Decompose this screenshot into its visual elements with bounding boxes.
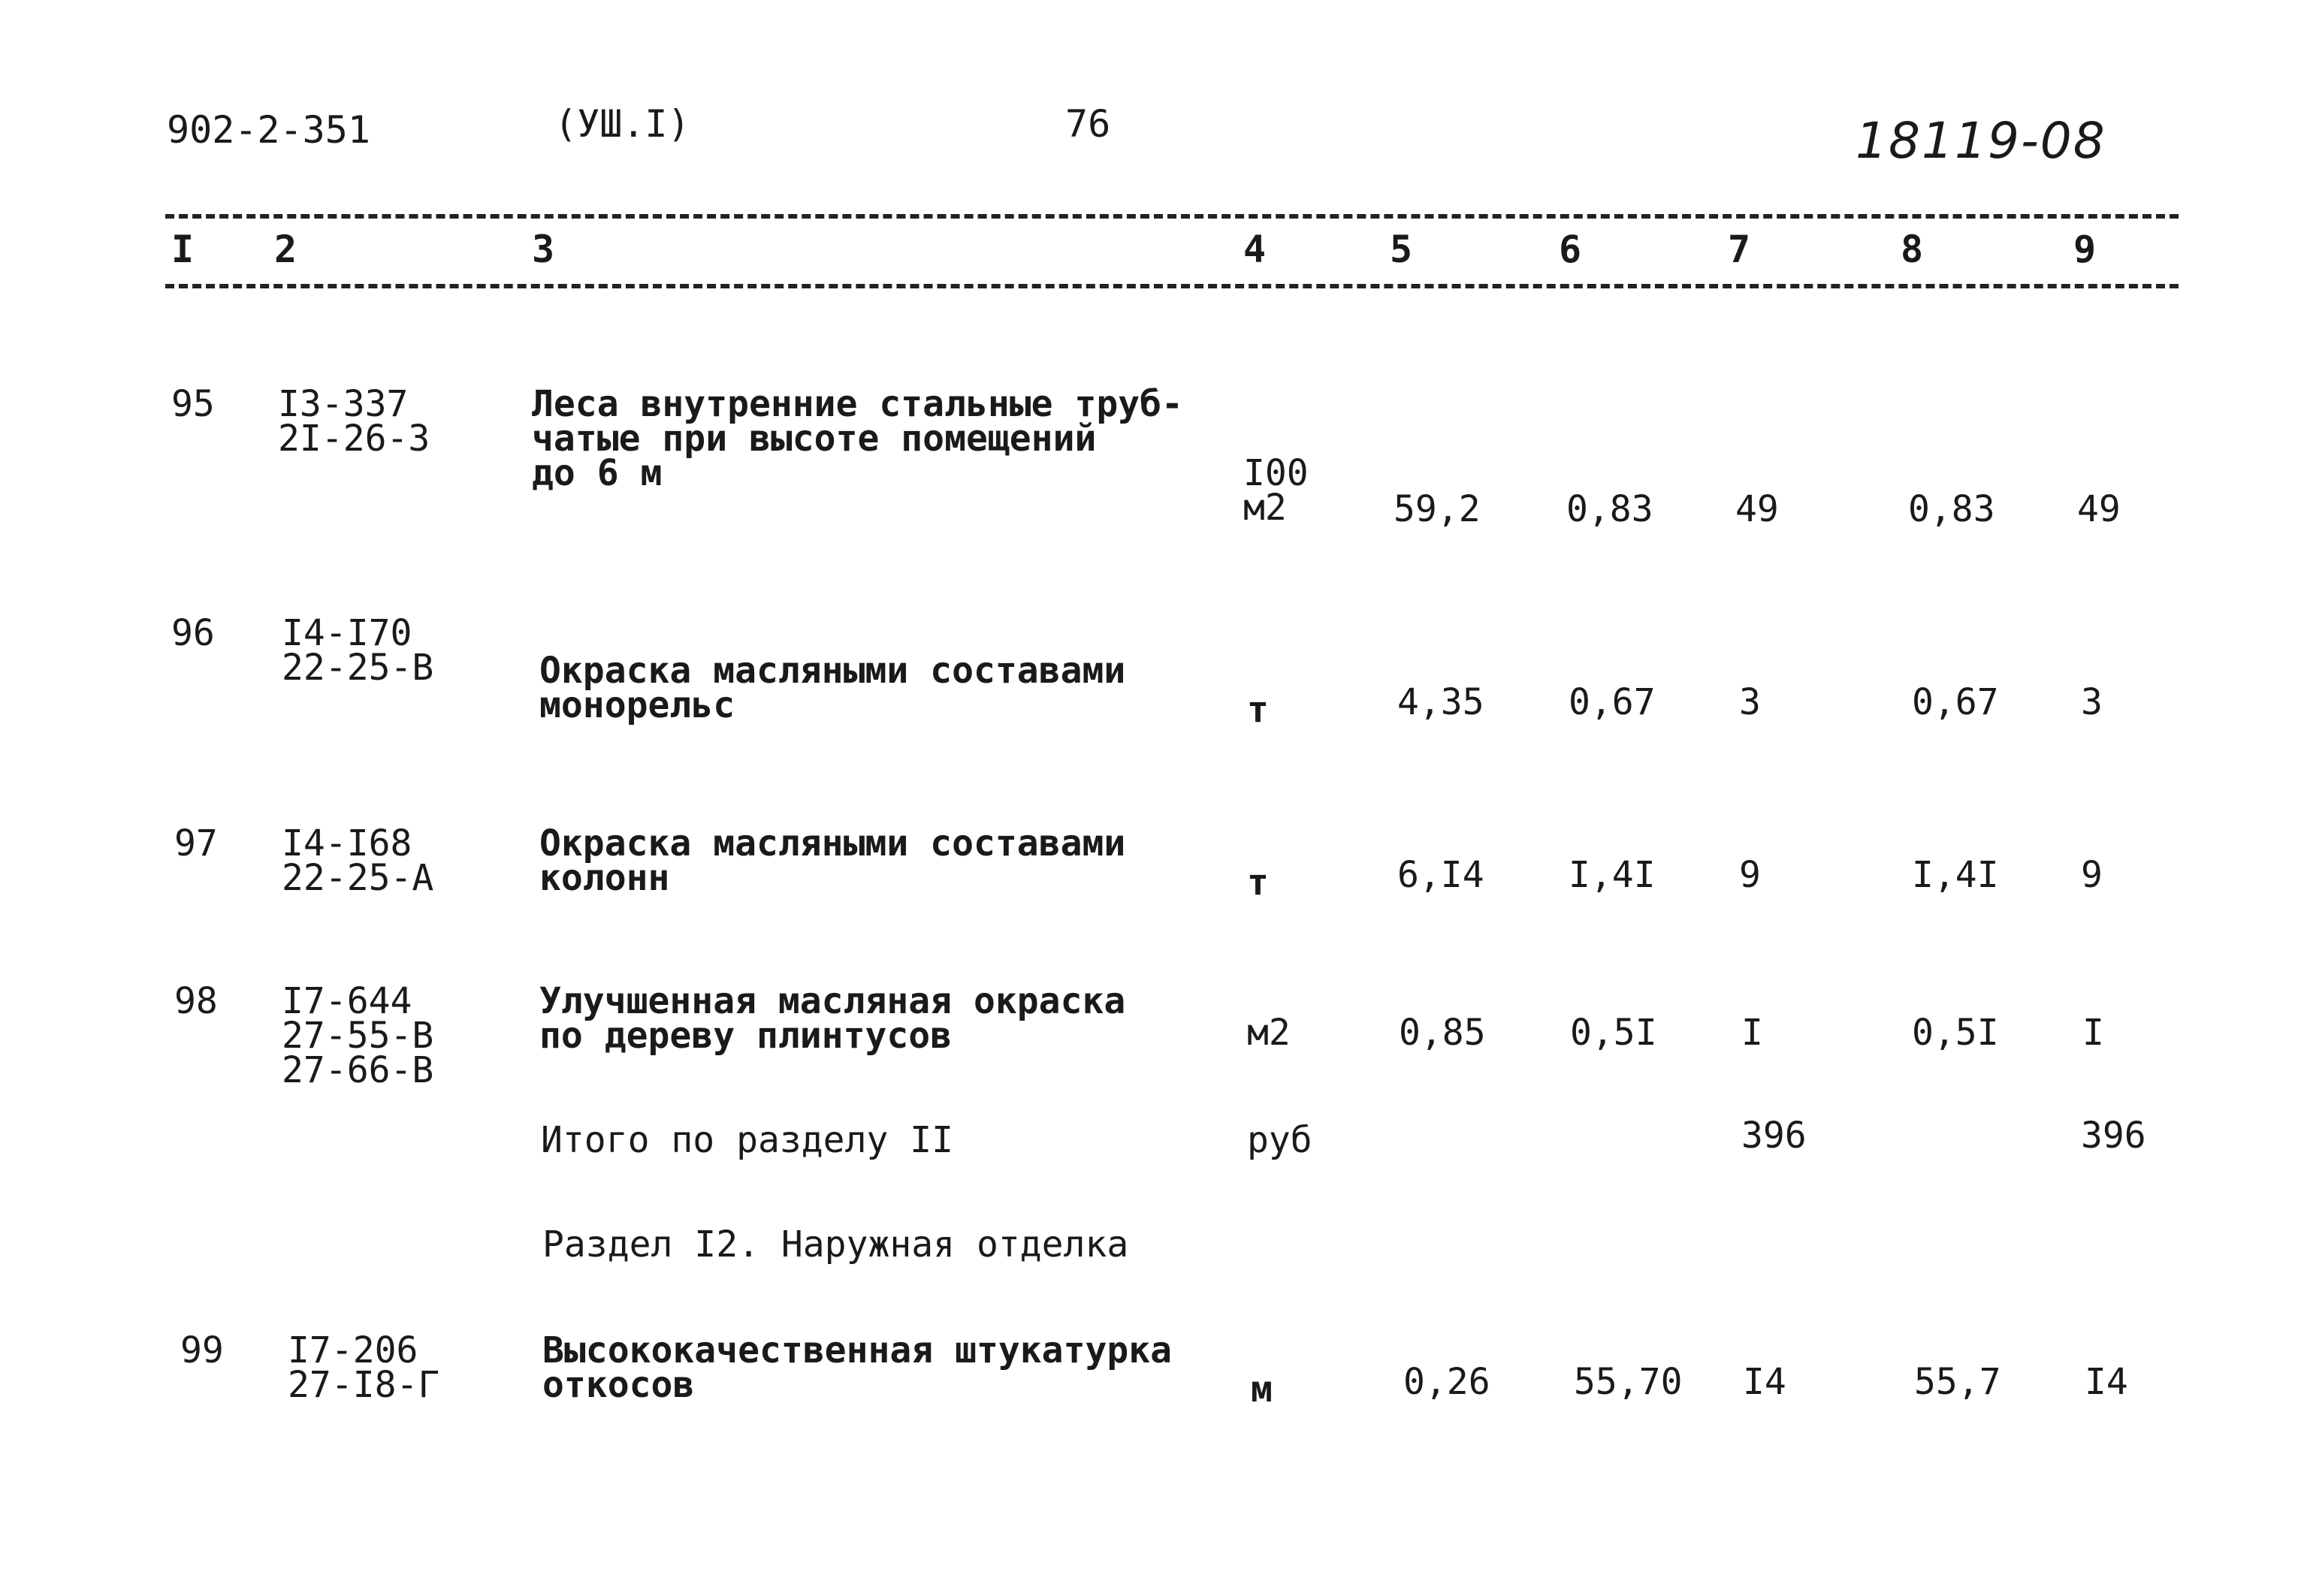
total-cost-2: 49 — [2077, 488, 2121, 530]
total-cost-2: I — [2082, 1012, 2104, 1054]
norm-code: I4-I68 22-25-А — [282, 822, 434, 899]
header-bottom-rule — [165, 284, 2179, 288]
subtotal-cost-2: 396 — [2081, 1115, 2146, 1157]
unit-price-2: I,4I — [1912, 854, 1999, 896]
quantity: 0,85 — [1399, 1012, 1486, 1054]
column-header-5: 5 — [1390, 228, 1413, 271]
work-description: Улучшенная масляная окраска по дереву плинтусов — [539, 980, 1126, 1057]
total-cost: 49 — [1735, 488, 1779, 530]
section-heading: Раздел I2. Наружная отделка — [542, 1223, 1129, 1266]
total-cost: 9 — [1739, 854, 1761, 896]
row-number: 98 — [174, 980, 218, 1022]
column-header-9: 9 — [2073, 228, 2097, 271]
subtotal-unit: руб — [1247, 1119, 1312, 1161]
unit-price-2: 0,83 — [1908, 488, 1995, 530]
column-header-6: 6 — [1559, 228, 1582, 271]
subtotal-cost: 396 — [1741, 1115, 1807, 1157]
row-number: 95 — [171, 383, 215, 425]
norm-code: I3-337 2I-26-3 — [278, 383, 430, 460]
row-number: 97 — [174, 822, 218, 864]
unit: м — [1251, 1368, 1273, 1410]
header-top-rule — [165, 214, 2179, 219]
unit: м2 — [1247, 1012, 1291, 1054]
total-cost: I — [1741, 1012, 1763, 1054]
norm-code: I7-644 27-55-В 27-66-В — [282, 980, 434, 1091]
column-header-3: 3 — [532, 228, 555, 271]
norm-code: I7-206 27-I8-Г — [288, 1329, 440, 1406]
handwritten-stamp: 18119-08 — [1856, 112, 2106, 170]
norm-code: I4-I70 22-25-В — [282, 612, 434, 689]
column-header-8: 8 — [1901, 228, 1924, 271]
quantity: 6,I4 — [1397, 854, 1484, 896]
work-description: Окраска масляными составами монорельс — [539, 650, 1126, 726]
subtotal-label: Итого по разделу II — [541, 1119, 954, 1161]
column-header-7: 7 — [1728, 228, 1751, 271]
unit-price-2: 55,7 — [1914, 1361, 2001, 1403]
total-cost-2: 3 — [2081, 681, 2103, 723]
unit: I00 м2 — [1243, 452, 1309, 529]
unit-price: 0,83 — [1566, 488, 1653, 530]
column-header-2: 2 — [274, 228, 297, 271]
column-header-1: I — [171, 228, 195, 271]
quantity: 4,35 — [1397, 681, 1484, 723]
section-reference: (УШ.I) — [554, 102, 690, 146]
unit: т — [1247, 689, 1269, 731]
total-cost: 3 — [1739, 681, 1761, 723]
unit-price: 0,67 — [1569, 681, 1656, 723]
work-description: Высококачественная штукатурка откосов — [542, 1329, 1173, 1406]
document-code: 902-2-351 — [167, 108, 370, 152]
work-description: Леса внутренние стальные труб- чатые при высоте помещений до 6 м — [532, 383, 1183, 494]
quantity: 59,2 — [1394, 488, 1481, 530]
unit-price: I,4I — [1569, 854, 1656, 896]
unit-price-2: 0,5I — [1912, 1012, 1999, 1054]
unit-price: 0,5I — [1570, 1012, 1657, 1054]
work-description: Окраска масляными составами колонн — [539, 822, 1126, 899]
total-cost-2: 9 — [2081, 854, 2103, 896]
quantity: 0,26 — [1403, 1361, 1490, 1403]
unit: т — [1247, 861, 1269, 904]
unit-price: 55,70 — [1574, 1361, 1683, 1403]
row-number: 99 — [180, 1329, 224, 1371]
total-cost: I4 — [1743, 1361, 1786, 1403]
column-header-4: 4 — [1243, 228, 1267, 271]
row-number: 96 — [171, 612, 215, 654]
page-number: 76 — [1065, 102, 1111, 146]
total-cost-2: I4 — [2085, 1361, 2128, 1403]
unit-price-2: 0,67 — [1912, 681, 1999, 723]
